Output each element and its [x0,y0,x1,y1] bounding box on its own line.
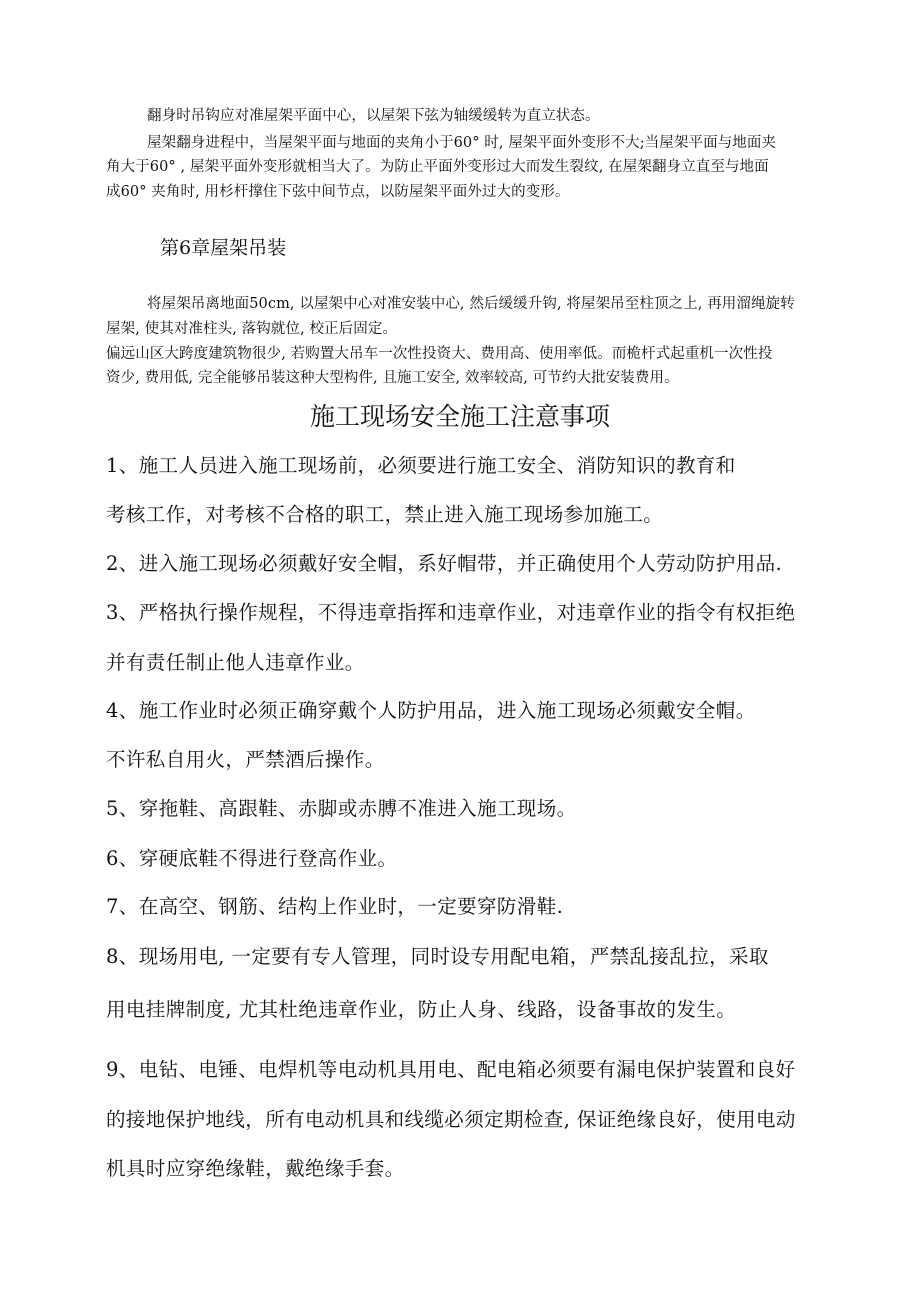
safety-item-1-line-1: 1、施工人员进入施工现场前，必须要进行施工安全、消防知识的教育和 [106,454,736,477]
safety-title: 施工现场安全施工注意事项 [310,402,611,431]
chapter-paragraph-1-line-2: 屋架, 使其对准柱头, 落钩就位, 校正后固定。 [106,321,398,337]
chapter-paragraph-2-line-1: 偏远山区大跨度建筑物很少, 若购置大吊车一次性投资大、费用高、使用率低。而桅杆式起重机一次性投 [106,346,773,362]
safety-item-1-line-2: 考核工作，对考核不合格的职工，禁止进入施工现场参加施工。 [106,503,664,526]
intro-paragraph-2-line-3: 成60° 夹角时, 用杉杆撑住下弦中间节点，以防屋架平面外过大的变形。 [106,184,570,200]
safety-item-9-line-1: 9、电钻、电锤、电焊机等电动机具用电、配电箱必须要有漏电保护装置和良好 [106,1058,796,1081]
safety-item-9-line-2: 的接地保护地线，所有电动机具和线缆必须定期检查, 保证绝缘良好，使用电动 [106,1108,796,1131]
safety-item-8-line-2: 用电挂牌制度, 尤其杜绝违章作业，防止人身、线路，设备事故的发生。 [106,998,737,1021]
chapter-paragraph-1-line-1: 将屋架吊离地面50cm, 以屋架中心对准安装中心, 然后缓缓升钩, 将屋架吊至柱顶之上, 再用溜绳旋转 [147,296,795,312]
safety-item-7: 7、在高空、钢筋、结构上作业时，一定要穿防滑鞋. [106,895,564,918]
safety-item-9-line-3: 机具时应穿绝缘鞋，戴绝缘手套。 [106,1157,405,1180]
intro-paragraph-2-line-2: 角大于60° , 屋架平面外变形就相当大了。为防止平面外变形过大而发生裂纹, 在屋架翻身立直至与地面 [106,159,769,175]
safety-item-2: 2、进入施工现场必须戴好安全帽，系好帽带，并正确使用个人劳动防护用品. [106,552,783,575]
safety-item-3-line-2: 并有责任制止他人违章作业。 [106,651,365,674]
intro-paragraph-2-line-1: 屋架翻身进程中，当屋架平面与地面的夹角小于60° 时, 屋架平面外变形不大;当屋架平面与地面夹 [147,135,777,151]
intro-paragraph-1: 翻身时吊钩应对准屋架平面中心，以屋架下弦为轴缓缓转为直立状态。 [147,108,600,124]
safety-item-4-line-1: 4、施工作业时必须正确穿戴个人防护用品，进入施工现场必须戴安全帽。 [106,699,756,722]
safety-item-8-line-1: 8、现场用电, 一定要有专人管理，同时设专用配电箱，严禁乱接乱拉，采取 [106,945,769,968]
safety-item-6: 6、穿硬底鞋不得进行登高作业。 [106,847,398,870]
safety-item-5: 5、穿拖鞋、高跟鞋、赤脚或赤膊不准进入施工现场。 [106,797,577,820]
safety-item-3-line-1: 3、严格执行操作规程，不得违章指挥和违章作业，对违章作业的指令有权拒绝 [106,601,796,624]
chapter-paragraph-2-line-2: 资少, 费用低, 完全能够吊装这种大型构件, 且施工安全, 效率较高, 可节约大批安装费用。 [106,370,679,386]
chapter-heading: 第6章屋架吊装 [160,237,287,259]
safety-item-4-line-2: 不许私自用火，严禁酒后操作。 [106,748,385,771]
